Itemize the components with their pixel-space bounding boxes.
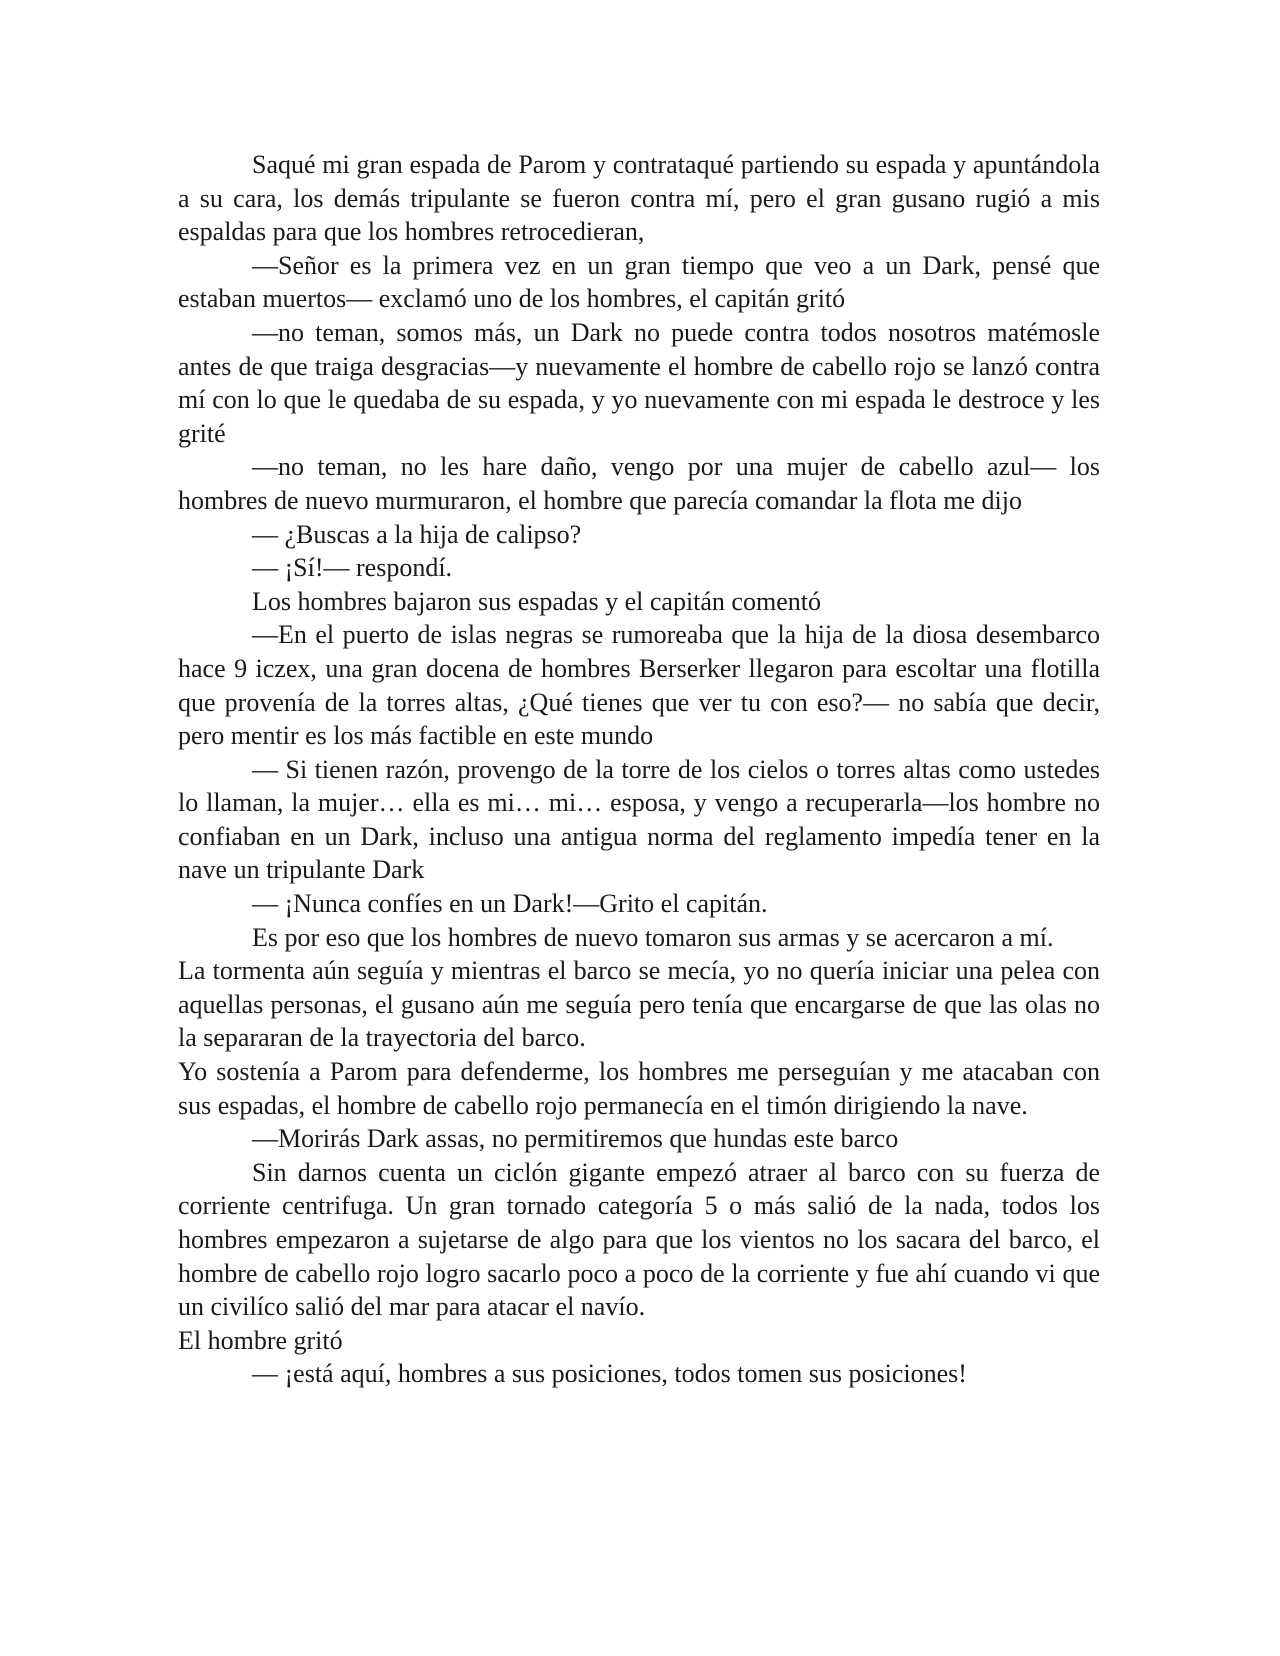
paragraph: El hombre gritó bbox=[178, 1325, 343, 1355]
paragraph: Yo sostenía a Parom para defenderme, los hombres me perseguían y me atacaban con sus espadas, el hombre de cabello rojo permanecía en el timón dirigiendo la nave. bbox=[178, 1057, 1100, 1120]
paragraph: — ¡Nunca confíes en un Dark!—Grito el capitán. bbox=[252, 889, 768, 919]
paragraph: Es por eso que los hombres de nuevo tomaron sus armas y se acercaron a mí. bbox=[252, 922, 1054, 952]
paragraph: — Si tienen razón, provengo de la torre de los cielos o torres altas como ustedes lo llaman, la mujer… ella es mi… mi… esposa, y vengo a recuperarla—los hombre no confiaban en un Dark, incluso una antigua norma del reglamento impedía tener en la nave un tripulante Dark bbox=[178, 754, 1100, 885]
paragraph: Saqué mi gran espada de Parom y contrataqué partiendo su espada y apuntándola a su cara, los demás tripulante se fueron contra mí, pero el gran gusano rugió a mis espaldas para que los hombres retrocedieran, bbox=[178, 150, 1100, 247]
paragraph: —Señor es la primera vez en un gran tiempo que veo a un Dark, pensé que estaban muertos— exclamó uno de los hombres, el capitán gritó bbox=[178, 250, 1100, 314]
paragraph: — ¡está aquí, hombres a sus posiciones, todos tomen sus posiciones! bbox=[252, 1359, 967, 1389]
body-text bbox=[178, 148, 1100, 1391]
paragraph: —Morirás Dark assas, no permitiremos que hundas este barco bbox=[252, 1124, 899, 1154]
paragraph: —En el puerto de islas negras se rumoreaba que la hija de la diosa desembarco hace 9 iczex, una gran docena de hombres Berserker llegaron para escoltar una flotilla que provenía de la torres altas, ¿Qué tienes que ver tu con eso?— no sabía que decir, pero mentir es los más factible en este mundo bbox=[178, 620, 1100, 751]
paragraph: —no teman, somos más, un Dark no puede contra todos nosotros matémosle antes de que traiga desgracias—y nuevamente el hombre de cabello rojo se lanzó contra mí con lo que le quedaba de su espada, y yo nuevamente con mi espada le destroce y les grité bbox=[178, 317, 1100, 448]
paragraph: Los hombres bajaron sus espadas y el capitán comentó bbox=[252, 586, 821, 616]
paragraph: Sin darnos cuenta un ciclón gigante empezó atraer al barco con su fuerza de corriente centrifuga. Un gran tornado categoría 5 o más salió de la nada, todos los hombres empezaron a sujetarse de algo para que los vientos no los sacara del barco, el hombre de cabello rojo logro sacarlo poco a poco de la corriente y fue ahí cuando vi que un civilíco salió del mar para atacar el navío. bbox=[178, 1157, 1100, 1322]
paragraph: La tormenta aún seguía y mientras el barco se mecía, yo no quería iniciar una pelea con aquellas personas, el gusano aún me seguía pero tenía que encargarse de que las olas no la separaran de la trayectoria del barco. bbox=[178, 956, 1100, 1053]
paragraph: —no teman, no les hare daño, vengo por una mujer de cabello azul— los hombres de nuevo murmuraron, el hombre que parecía comandar la flota me dijo bbox=[178, 452, 1100, 515]
paragraph: — ¡Sí!— respondí. bbox=[252, 553, 453, 583]
paragraph: — ¿Buscas a la hija de calipso? bbox=[252, 519, 582, 549]
